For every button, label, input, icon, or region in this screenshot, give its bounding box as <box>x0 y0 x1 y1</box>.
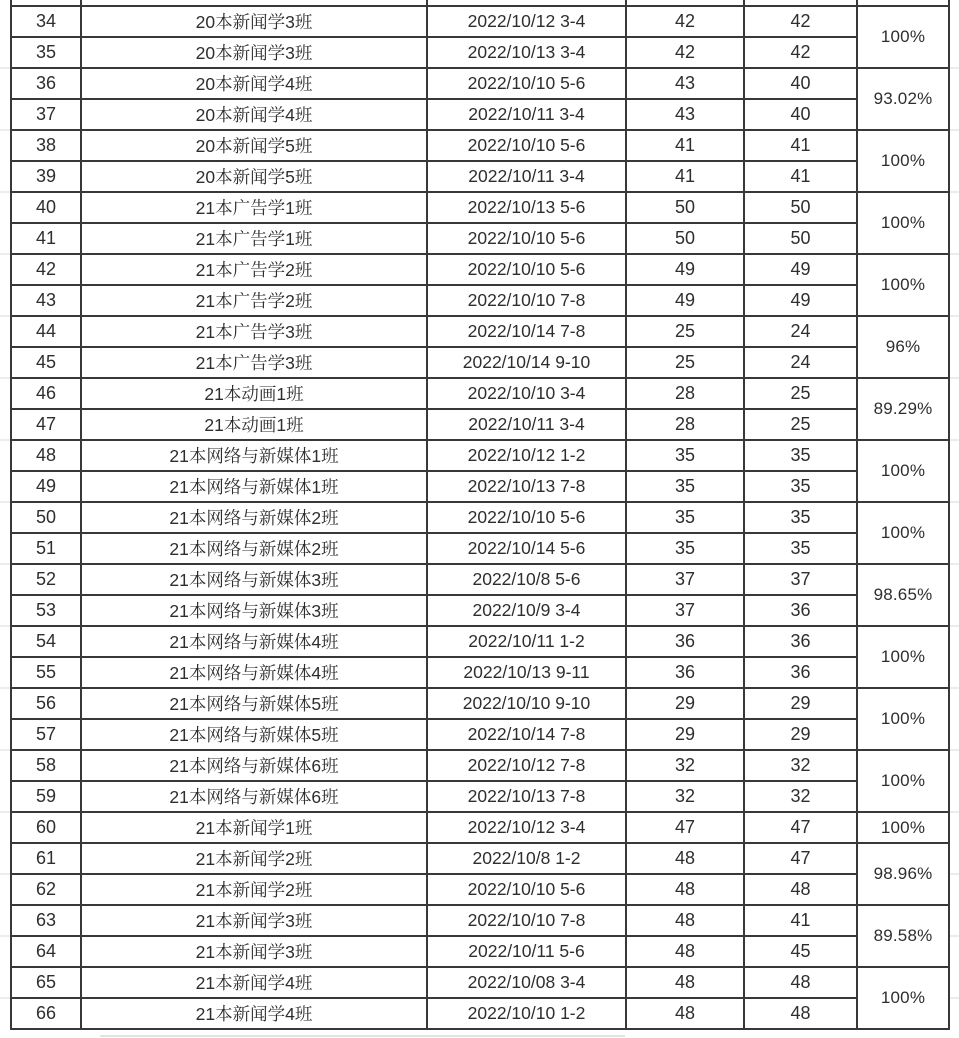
table-row-34 <box>11 6 949 37</box>
class-name-cell: 21本广告学3班 <box>81 347 427 378</box>
row-index-cell: 44 <box>11 316 81 347</box>
class-name-cell: 21本新闻学4班 <box>81 998 427 1029</box>
table-row-52 <box>11 564 949 595</box>
expected-count-cell: 48 <box>626 843 744 874</box>
class-name-cell: 21本网络与新媒体1班 <box>81 440 427 471</box>
class-name-cell: 21本动画1班 <box>81 378 427 409</box>
actual-count-cell: 42 <box>744 6 857 37</box>
row-index-cell: 35 <box>11 37 81 68</box>
attendance-rate-cell: 100% <box>857 130 949 192</box>
expected-count-cell: 48 <box>626 874 744 905</box>
expected-count-cell: 41 <box>626 161 744 192</box>
expected-count-cell: 48 <box>626 936 744 967</box>
expected-count-cell: 32 <box>626 750 744 781</box>
actual-count-cell: 45 <box>744 936 857 967</box>
session-datetime-cell: 2022/10/14 5-6 <box>427 533 626 564</box>
expected-count-cell: 49 <box>626 254 744 285</box>
attendance-rate-cell: 89.58% <box>857 905 949 967</box>
class-name-cell: 21本网络与新媒体6班 <box>81 781 427 812</box>
table-row-40 <box>11 192 949 223</box>
attendance-rate-cell: 100% <box>857 6 949 68</box>
expected-count-cell: 35 <box>626 502 744 533</box>
class-name-cell: 21本网络与新媒体6班 <box>81 750 427 781</box>
table-row-39 <box>11 161 949 192</box>
session-datetime-cell: 2022/10/10 5-6 <box>427 502 626 533</box>
table-row-50 <box>11 502 949 533</box>
session-datetime-cell: 2022/10/12 3-4 <box>427 812 626 843</box>
expected-count-cell: 28 <box>626 378 744 409</box>
attendance-rate-cell: 93.02% <box>857 68 949 130</box>
class-name-cell: 21本新闻学2班 <box>81 843 427 874</box>
row-index-cell: 56 <box>11 688 81 719</box>
table-row-49 <box>11 471 949 502</box>
session-datetime-cell: 2022/10/11 3-4 <box>427 99 626 130</box>
actual-count-cell: 35 <box>744 440 857 471</box>
actual-count-cell: 49 <box>744 285 857 316</box>
actual-count-cell: 35 <box>744 502 857 533</box>
row-index-cell: 36 <box>11 68 81 99</box>
session-datetime-cell: 2022/10/11 1-2 <box>427 626 626 657</box>
class-name-cell: 21本新闻学4班 <box>81 967 427 998</box>
row-index-cell: 46 <box>11 378 81 409</box>
class-name-cell: 21本网络与新媒体2班 <box>81 502 427 533</box>
row-index-cell: 51 <box>11 533 81 564</box>
class-name-cell: 21本广告学1班 <box>81 223 427 254</box>
row-index-cell: 42 <box>11 254 81 285</box>
expected-count-cell: 35 <box>626 533 744 564</box>
session-datetime-cell: 2022/10/8 5-6 <box>427 564 626 595</box>
table-row-62 <box>11 874 949 905</box>
table-row-46 <box>11 378 949 409</box>
expected-count-cell: 29 <box>626 688 744 719</box>
class-name-cell: 21本网络与新媒体3班 <box>81 564 427 595</box>
table-row-53 <box>11 595 949 626</box>
table-row-36 <box>11 68 949 99</box>
attendance-rate-cell: 100% <box>857 440 949 502</box>
session-datetime-cell: 2022/10/10 3-4 <box>427 378 626 409</box>
row-index-cell: 37 <box>11 99 81 130</box>
class-name-cell: 21本网络与新媒体5班 <box>81 688 427 719</box>
actual-count-cell: 48 <box>744 967 857 998</box>
class-name-cell: 20本新闻学3班 <box>81 37 427 68</box>
actual-count-cell: 40 <box>744 99 857 130</box>
class-name-cell: 20本新闻学5班 <box>81 161 427 192</box>
session-datetime-cell: 2022/10/12 1-2 <box>427 440 626 471</box>
actual-count-cell: 50 <box>744 223 857 254</box>
session-datetime-cell: 2022/10/10 9-10 <box>427 688 626 719</box>
actual-count-cell: 48 <box>744 998 857 1029</box>
actual-count-cell: 25 <box>744 409 857 440</box>
class-name-cell: 21本新闻学3班 <box>81 936 427 967</box>
expected-count-cell: 36 <box>626 626 744 657</box>
actual-count-cell: 36 <box>744 657 857 688</box>
expected-count-cell: 29 <box>626 719 744 750</box>
actual-count-cell: 41 <box>744 161 857 192</box>
actual-count-cell: 29 <box>744 688 857 719</box>
row-index-cell: 45 <box>11 347 81 378</box>
expected-count-cell: 47 <box>626 812 744 843</box>
class-name-cell: 21本网络与新媒体3班 <box>81 595 427 626</box>
table-row-59 <box>11 781 949 812</box>
class-name-cell: 21本新闻学1班 <box>81 812 427 843</box>
table-row-56 <box>11 688 949 719</box>
session-datetime-cell: 2022/10/12 7-8 <box>427 750 626 781</box>
class-name-cell: 21本网络与新媒体4班 <box>81 626 427 657</box>
table-row-51 <box>11 533 949 564</box>
actual-count-cell: 36 <box>744 595 857 626</box>
expected-count-cell: 42 <box>626 6 744 37</box>
table-row-44 <box>11 316 949 347</box>
expected-count-cell: 50 <box>626 192 744 223</box>
expected-count-cell: 41 <box>626 130 744 161</box>
attendance-rate-cell: 100% <box>857 750 949 812</box>
table-row-66 <box>11 998 949 1029</box>
attendance-rate-cell: 100% <box>857 192 949 254</box>
class-name-cell: 21本网络与新媒体5班 <box>81 719 427 750</box>
class-name-cell: 21本新闻学2班 <box>81 874 427 905</box>
session-datetime-cell: 2022/10/12 3-4 <box>427 6 626 37</box>
session-datetime-cell: 2022/10/10 5-6 <box>427 130 626 161</box>
row-index-cell: 58 <box>11 750 81 781</box>
table-row-55 <box>11 657 949 688</box>
session-datetime-cell: 2022/10/11 3-4 <box>427 409 626 440</box>
actual-count-cell: 24 <box>744 347 857 378</box>
row-index-cell: 59 <box>11 781 81 812</box>
expected-count-cell: 32 <box>626 781 744 812</box>
session-datetime-cell: 2022/10/13 7-8 <box>427 781 626 812</box>
attendance-table-body <box>11 0 949 1029</box>
table-row-58 <box>11 750 949 781</box>
actual-count-cell: 50 <box>744 192 857 223</box>
row-index-cell: 62 <box>11 874 81 905</box>
table-row-65 <box>11 967 949 998</box>
row-index-cell: 61 <box>11 843 81 874</box>
actual-count-cell: 40 <box>744 68 857 99</box>
session-datetime-cell: 2022/10/13 3-4 <box>427 37 626 68</box>
row-index-cell: 40 <box>11 192 81 223</box>
class-name-cell: 20本新闻学3班 <box>81 6 427 37</box>
row-index-cell: 50 <box>11 502 81 533</box>
actual-count-cell: 41 <box>744 130 857 161</box>
table-row-54 <box>11 626 949 657</box>
expected-count-cell: 42 <box>626 37 744 68</box>
actual-count-cell: 29 <box>744 719 857 750</box>
session-datetime-cell: 2022/10/10 1-2 <box>427 998 626 1029</box>
session-datetime-cell: 2022/10/13 9-11 <box>427 657 626 688</box>
class-name-cell: 21本动画1班 <box>81 409 427 440</box>
row-index-cell: 38 <box>11 130 81 161</box>
table-row-37 <box>11 99 949 130</box>
actual-count-cell: 47 <box>744 812 857 843</box>
class-name-cell: 20本新闻学4班 <box>81 99 427 130</box>
session-datetime-cell: 2022/10/10 5-6 <box>427 68 626 99</box>
table-row-43 <box>11 285 949 316</box>
attendance-rate-cell: 100% <box>857 688 949 750</box>
session-datetime-cell: 2022/10/13 5-6 <box>427 192 626 223</box>
row-index-cell: 64 <box>11 936 81 967</box>
attendance-rate-cell: 96% <box>857 316 949 378</box>
expected-count-cell: 36 <box>626 657 744 688</box>
row-index-cell: 66 <box>11 998 81 1029</box>
expected-count-cell: 35 <box>626 471 744 502</box>
actual-count-cell: 49 <box>744 254 857 285</box>
attendance-rate-cell: 98.96% <box>857 843 949 905</box>
class-name-cell: 21本广告学1班 <box>81 192 427 223</box>
table-row-45 <box>11 347 949 378</box>
table-row-35 <box>11 37 949 68</box>
expected-count-cell: 35 <box>626 440 744 471</box>
session-datetime-cell: 2022/10/11 5-6 <box>427 936 626 967</box>
actual-count-cell: 48 <box>744 874 857 905</box>
session-datetime-cell: 2022/10/14 7-8 <box>427 316 626 347</box>
actual-count-cell: 37 <box>744 564 857 595</box>
table-row-47 <box>11 409 949 440</box>
table-row-60 <box>11 812 949 843</box>
expected-count-cell: 48 <box>626 998 744 1029</box>
session-datetime-cell: 2022/10/10 5-6 <box>427 874 626 905</box>
expected-count-cell: 43 <box>626 99 744 130</box>
row-index-cell: 41 <box>11 223 81 254</box>
class-name-cell: 20本新闻学5班 <box>81 130 427 161</box>
row-index-cell: 65 <box>11 967 81 998</box>
attendance-rate-cell: 100% <box>857 626 949 688</box>
row-index-cell: 39 <box>11 161 81 192</box>
attendance-rate-cell: 100% <box>857 502 949 564</box>
session-datetime-cell: 2022/10/10 5-6 <box>427 223 626 254</box>
attendance-table <box>10 0 950 1030</box>
session-datetime-cell: 2022/10/13 7-8 <box>427 471 626 502</box>
session-datetime-cell: 2022/10/10 5-6 <box>427 254 626 285</box>
row-index-cell: 48 <box>11 440 81 471</box>
expected-count-cell: 25 <box>626 347 744 378</box>
session-datetime-cell: 2022/10/11 3-4 <box>427 161 626 192</box>
actual-count-cell: 36 <box>744 626 857 657</box>
row-index-cell: 53 <box>11 595 81 626</box>
expected-count-cell: 50 <box>626 223 744 254</box>
row-index-cell: 63 <box>11 905 81 936</box>
class-name-cell: 21本广告学2班 <box>81 254 427 285</box>
expected-count-cell: 48 <box>626 905 744 936</box>
session-datetime-cell: 2022/10/10 7-8 <box>427 905 626 936</box>
class-name-cell: 21本新闻学3班 <box>81 905 427 936</box>
table-row-41 <box>11 223 949 254</box>
row-index-cell: 54 <box>11 626 81 657</box>
class-name-cell: 21本广告学2班 <box>81 285 427 316</box>
actual-count-cell: 32 <box>744 781 857 812</box>
class-name-cell: 21本广告学3班 <box>81 316 427 347</box>
session-datetime-cell: 2022/10/14 7-8 <box>427 719 626 750</box>
expected-count-cell: 25 <box>626 316 744 347</box>
session-datetime-cell: 2022/10/08 3-4 <box>427 967 626 998</box>
table-row-63 <box>11 905 949 936</box>
attendance-rate-cell: 89.29% <box>857 378 949 440</box>
table-row-61 <box>11 843 949 874</box>
session-datetime-cell: 2022/10/14 9-10 <box>427 347 626 378</box>
row-index-cell: 60 <box>11 812 81 843</box>
class-name-cell: 20本新闻学4班 <box>81 68 427 99</box>
actual-count-cell: 32 <box>744 750 857 781</box>
table-row-48 <box>11 440 949 471</box>
class-name-cell: 21本网络与新媒体1班 <box>81 471 427 502</box>
row-index-cell: 55 <box>11 657 81 688</box>
actual-count-cell: 42 <box>744 37 857 68</box>
expected-count-cell: 48 <box>626 967 744 998</box>
attendance-rate-cell: 100% <box>857 254 949 316</box>
actual-count-cell: 24 <box>744 316 857 347</box>
faint-bottom-gridline <box>100 1035 625 1037</box>
session-datetime-cell: 2022/10/8 1-2 <box>427 843 626 874</box>
row-index-cell: 57 <box>11 719 81 750</box>
session-datetime-cell: 2022/10/10 7-8 <box>427 285 626 316</box>
row-index-cell: 49 <box>11 471 81 502</box>
table-row-38 <box>11 130 949 161</box>
row-index-cell: 43 <box>11 285 81 316</box>
session-datetime-cell: 2022/10/9 3-4 <box>427 595 626 626</box>
actual-count-cell: 25 <box>744 378 857 409</box>
expected-count-cell: 28 <box>626 409 744 440</box>
expected-count-cell: 43 <box>626 68 744 99</box>
expected-count-cell: 37 <box>626 564 744 595</box>
actual-count-cell: 35 <box>744 471 857 502</box>
row-index-cell: 47 <box>11 409 81 440</box>
table-row-42 <box>11 254 949 285</box>
actual-count-cell: 41 <box>744 905 857 936</box>
class-name-cell: 21本网络与新媒体2班 <box>81 533 427 564</box>
attendance-rate-cell: 100% <box>857 967 949 1029</box>
attendance-rate-cell: 98.65% <box>857 564 949 626</box>
expected-count-cell: 37 <box>626 595 744 626</box>
table-row-57 <box>11 719 949 750</box>
actual-count-cell: 47 <box>744 843 857 874</box>
row-index-cell: 34 <box>11 6 81 37</box>
expected-count-cell: 49 <box>626 285 744 316</box>
attendance-rate-cell: 100% <box>857 812 949 843</box>
actual-count-cell: 35 <box>744 533 857 564</box>
class-name-cell: 21本网络与新媒体4班 <box>81 657 427 688</box>
table-row-64 <box>11 936 949 967</box>
row-index-cell: 52 <box>11 564 81 595</box>
